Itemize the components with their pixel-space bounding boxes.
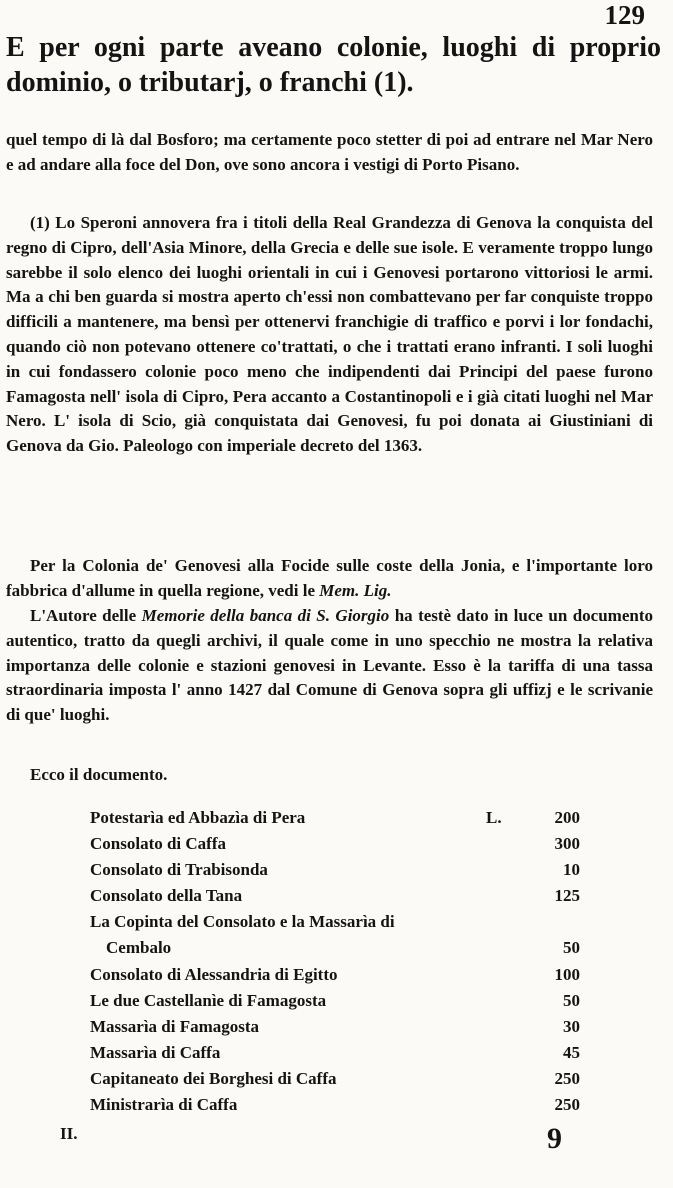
tariff-amount: 100 — [554, 964, 580, 984]
table-row — [90, 909, 580, 961]
tariff-label: Capitaneato dei Borghesi di Caffa — [90, 1068, 337, 1088]
table-row — [90, 805, 580, 831]
paragraph-continuation: quel tempo di là dal Bosforo; ma certamente poco stetter di poi ad entrare nel Mar Nero e ad andare alla foce del Don, ove sono ancora i vestigi di Porto Pisano. — [6, 130, 653, 174]
table-row — [90, 883, 580, 909]
table-row — [90, 831, 580, 857]
table-row — [90, 1092, 580, 1118]
tariff-label: Consolato della Tana — [90, 886, 243, 906]
tariff-label: Consolato di Caffa — [90, 834, 227, 854]
paragraph-ecco: Ecco il documento. — [30, 765, 168, 784]
paragraph-autore — [6, 604, 653, 728]
footnote-paragraph: (1) Lo Speroni annovera fra i titoli della Real Grandezza di Genova la conquista del regno di Cipro, dell'Asia Minore, della Grecia e delle sue isole. E veramente troppo lungo sarebbe il solo elenco dei luoghi orientali in cui i Genovesi portarono vittoriosi le armi. Ma a chi ben guarda si mostra aperto ch'essi non combattevano per far conquiste troppo difficili a mantenere, ma bensì per ottenervi franchigie di traffico e porvi i lor fondachi, quando ciò non potevano ottenere co'trattati, o che i trattati erano infranti. I soli luoghi in cui fondassero colonie poco meno che indipendenti dai Principi del paese furono Famagosta nell' isola di Cipro, Pera accanto a Costantinopoli e i già citati luoghi nel Mar Nero. L' isola di Scio, già conquistata dai Genovesi, fu poi donata ai Giustiniani di Genova da Gio. Paleologo con imperiale decreto del 1363. — [6, 213, 653, 456]
tariff-label: Ministrarìa di Caffa — [90, 1095, 238, 1115]
signature-number: 9 — [547, 1122, 562, 1155]
chapter-heading: E per ogni parte aveano colonie, luoghi di proprio dominio, o tributarj, o franchi (1). — [6, 32, 661, 98]
tariff-label — [90, 909, 486, 961]
paragraph-autore-lead: L'Autore delle — [30, 606, 142, 625]
volume-signature: II. — [60, 1124, 78, 1143]
tariff-amount: 45 — [563, 1042, 580, 1062]
page-number: 129 — [604, 0, 645, 30]
table-row — [90, 988, 580, 1014]
tariff-label-line1: La Copinta del Consolato e la Massarìa di — [90, 912, 395, 932]
tariff-label-line2: Cembalo — [106, 938, 172, 958]
tariff-amount: 125 — [554, 886, 580, 906]
tariff-amount: 50 — [563, 990, 580, 1010]
tariff-amount: 10 — [563, 860, 580, 880]
mem-lig-reference: Mem. Lig. — [319, 580, 392, 600]
table-row — [90, 1066, 580, 1092]
table-row — [90, 857, 580, 883]
table-row — [90, 962, 580, 988]
table-row — [90, 1014, 580, 1040]
currency-unit: L. — [486, 808, 502, 827]
tariff-amount: 50 — [563, 938, 580, 958]
tariff-label: Massarìa di Caffa — [90, 1042, 221, 1062]
tariff-amount: 300 — [554, 834, 580, 854]
tariff-label: Consolato di Alessandria di Egitto — [90, 964, 338, 984]
tariff-label: Massarìa di Famagosta — [90, 1016, 260, 1036]
tariff-label: Consolato di Trabisonda — [90, 860, 268, 880]
tariff-label: Potestarìa ed Abbazìa di Pera — [90, 808, 306, 827]
memorie-title: Memorie della banca di S. Giorgio — [141, 606, 390, 625]
tariff-amount: 250 — [554, 1095, 580, 1115]
paragraph-colonia-focide — [6, 554, 653, 604]
tariff-amount: 250 — [554, 1068, 580, 1088]
table-row — [90, 1040, 580, 1066]
tariff-table — [90, 805, 580, 1118]
tariff-label: Le due Castellanìe di Famagosta — [90, 990, 327, 1010]
tariff-amount: 30 — [563, 1016, 580, 1036]
paragraph-colonia-text: Per la Colonia de' Genovesi alla Focide sulle coste della Jonia, e l'importante loro fabbrica d'allume in quella regione, vedi le — [6, 556, 653, 600]
tariff-amount: 200 — [554, 808, 580, 827]
paragraph-autore-text: ha testè dato in luce un documento autentico, tratto da quegli archivi, il quale come in uno specchio ne mostra la relativa importanza delle colonie e stazioni genovesi in Levante. Esso è la tariffa di una tassa straordinaria imposta l' anno 1427 dal Comune di Genova sopra gli uffizj e le scrivanie di que' luoghi. — [6, 606, 653, 725]
